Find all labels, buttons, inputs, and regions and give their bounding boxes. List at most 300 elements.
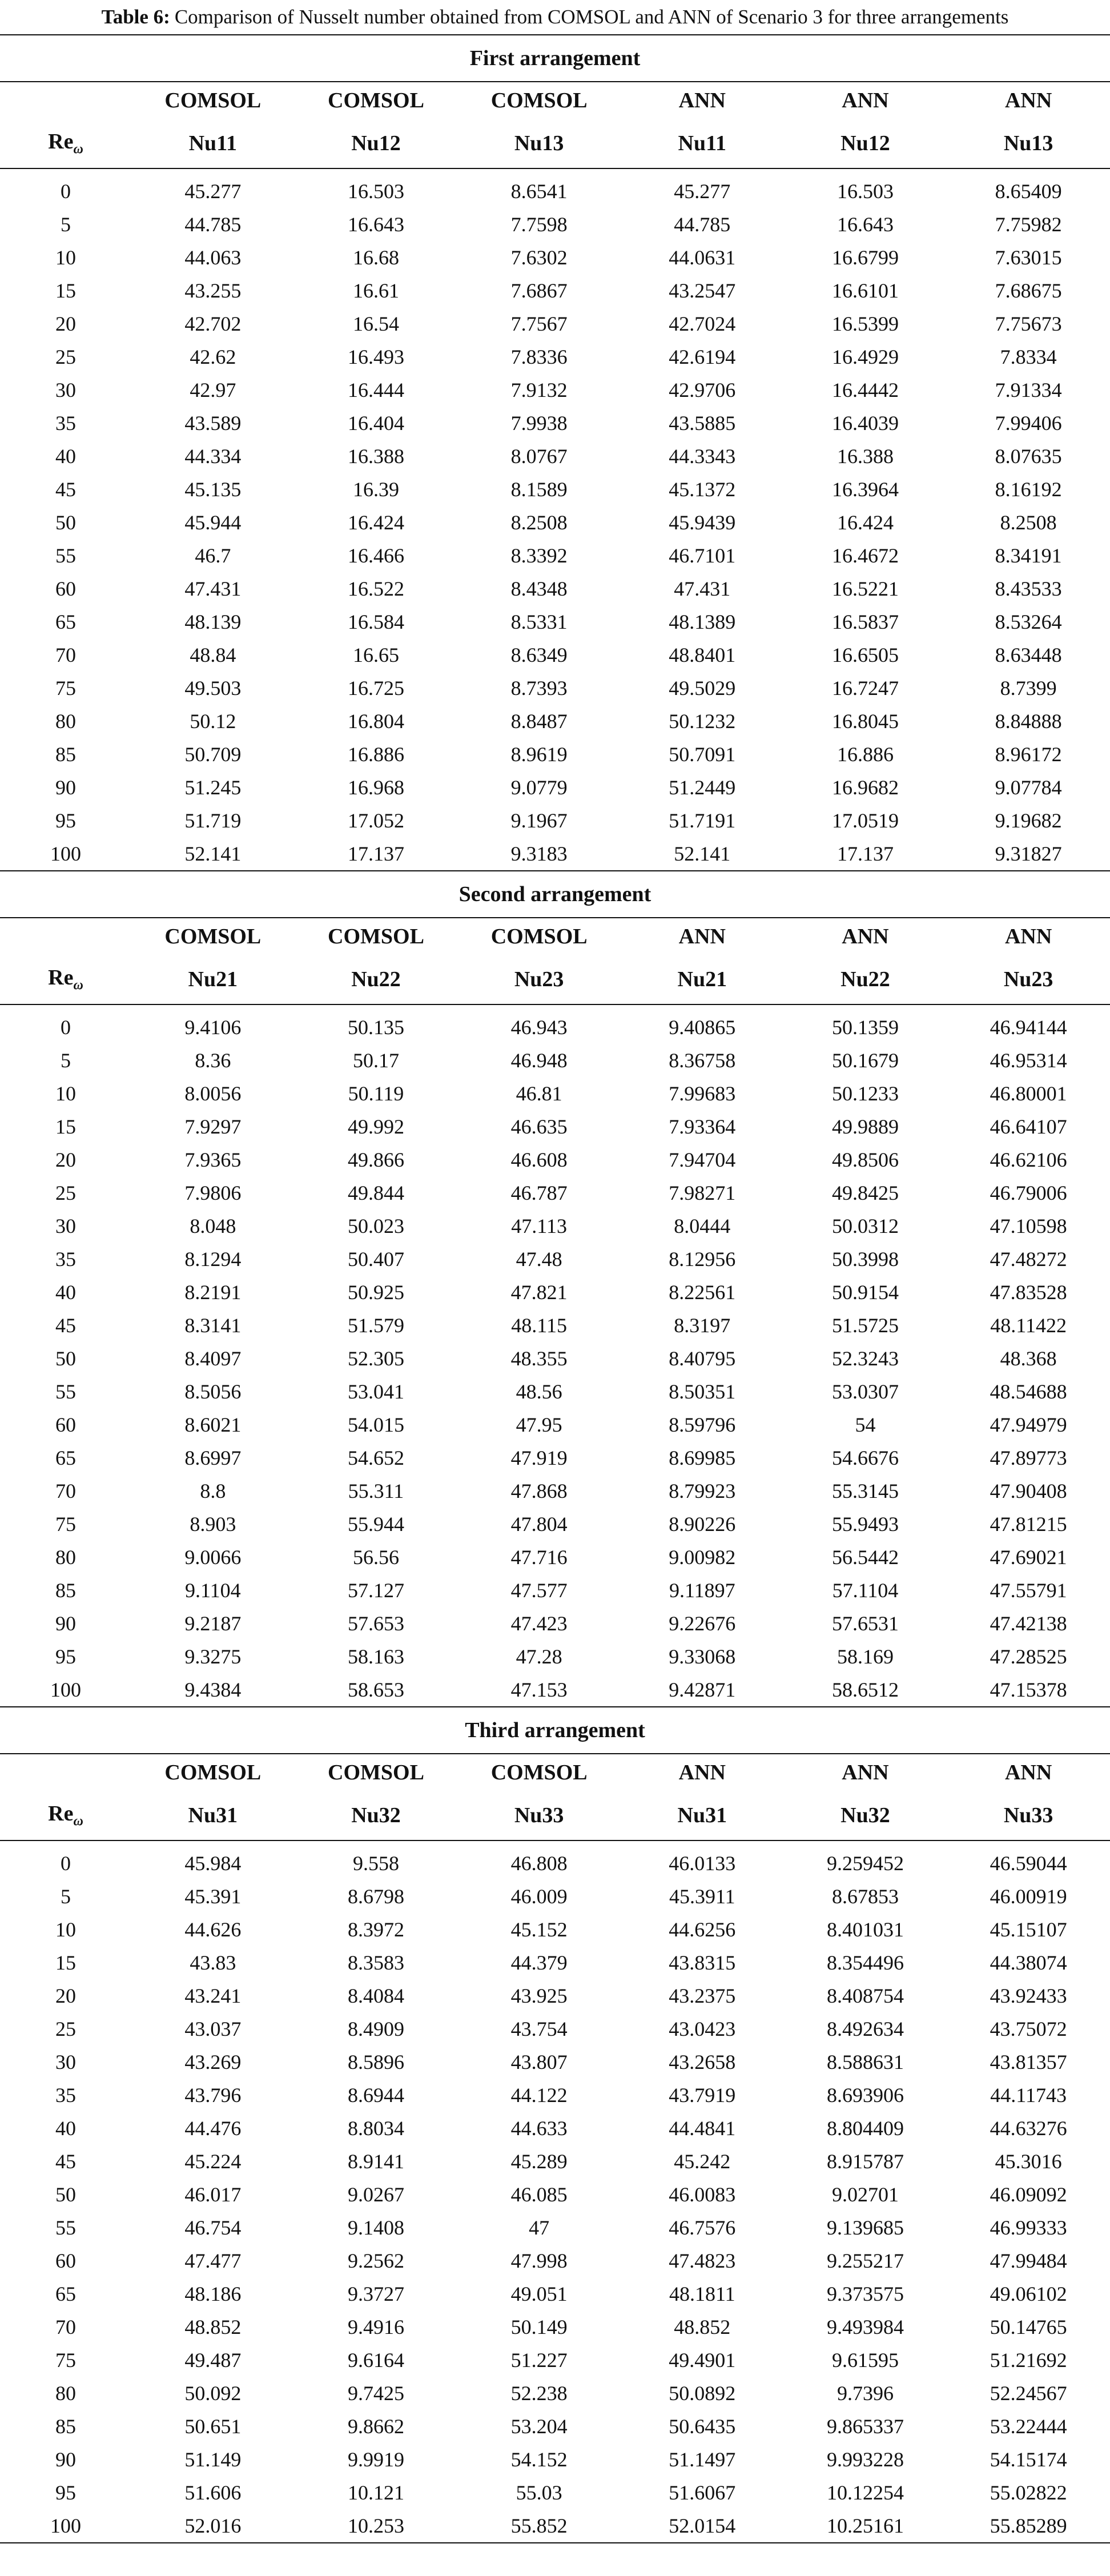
- nu-value-cell: 53.22444: [990, 2415, 1067, 2438]
- re-value-cell: 35: [55, 2084, 76, 2107]
- re-value-cell: 65: [55, 610, 76, 633]
- method-header: ANN: [784, 1754, 947, 1791]
- column-header-row: [0, 955, 1110, 1004]
- nu-value-cell: 8.9619: [510, 743, 568, 766]
- nu-value-cell: 43.2658: [669, 2051, 736, 2073]
- method-header: ANN: [784, 82, 947, 119]
- nu-value-cell: 46.81: [516, 1082, 562, 1105]
- nu-value-cell: 8.2508: [510, 511, 568, 534]
- nu-value-cell: 45.135: [184, 478, 242, 501]
- method-header: ANN: [947, 918, 1110, 955]
- nu-value-cell: 7.94704: [669, 1148, 736, 1171]
- table-row: [0, 1474, 1110, 1508]
- nu-value-cell: 54.152: [510, 2448, 568, 2471]
- nu-value-cell: 46.787: [510, 1181, 568, 1204]
- column-header: Nu11: [131, 119, 295, 168]
- nu-value-cell: 45.152: [510, 1918, 568, 1941]
- nu-value-cell: 43.255: [184, 279, 242, 302]
- nu-value-cell: 16.968: [347, 776, 404, 799]
- nu-value-cell: 10.25161: [784, 2509, 947, 2543]
- nu-value-cell: 9.19682: [995, 809, 1062, 832]
- nu-value-cell: 46.94144: [990, 1016, 1067, 1039]
- nu-value-cell: 8.0056: [184, 1082, 242, 1105]
- re-value-cell: 50: [55, 1347, 76, 1370]
- re-value-cell: 25: [55, 2018, 76, 2040]
- nu-value-cell: 8.915787: [826, 2150, 904, 2173]
- nu-value-cell: 16.5399: [831, 312, 899, 335]
- method-header: COMSOL: [457, 1754, 621, 1791]
- nu-value-cell: 43.83: [190, 1951, 236, 1974]
- re-value-cell: 50: [55, 511, 76, 534]
- nu-value-cell: 43.807: [510, 2051, 568, 2073]
- nu-value-cell: 16.9682: [831, 776, 899, 799]
- nu-value-cell: 46.09092: [990, 2183, 1067, 2206]
- nu-value-cell: 46.943: [510, 1016, 568, 1039]
- column-header: Nu22: [784, 955, 947, 1004]
- re-value-cell: 85: [55, 743, 76, 766]
- nu-value-cell: 49.866: [347, 1148, 404, 1171]
- nu-value-cell: 43.269: [184, 2051, 242, 2073]
- nu-value-cell: 10.12254: [826, 2481, 904, 2504]
- nu-value-cell: 8.3197: [674, 1314, 731, 1337]
- nu-value-cell: 47.577: [510, 1579, 568, 1602]
- column-header: Nu12: [295, 119, 458, 168]
- nu-value-cell: 48.1389: [669, 610, 736, 633]
- nu-value-cell: 43.7919: [669, 2084, 736, 2107]
- nu-value-cell: 16.4039: [831, 412, 899, 435]
- table-row: [0, 1508, 1110, 1541]
- nu-value-cell: 9.1967: [510, 809, 568, 832]
- nu-value-cell: 7.75982: [995, 213, 1062, 236]
- nu-value-cell: 52.016: [131, 2509, 295, 2543]
- caption-label: Table 6:: [101, 6, 170, 28]
- nu-value-cell: 54: [855, 1413, 876, 1436]
- re-label: Re: [48, 1802, 74, 1826]
- nu-value-cell: 9.4916: [347, 2316, 404, 2338]
- re-value-cell: 75: [55, 677, 76, 700]
- nu-value-cell: 9.8662: [347, 2415, 404, 2438]
- nu-value-cell: 8.79923: [669, 1480, 736, 1502]
- nu-value-cell: 8.693906: [826, 2084, 904, 2107]
- nu-value-cell: 47.716: [510, 1546, 568, 1569]
- nu-value-cell: 54.6676: [831, 1446, 899, 1469]
- nu-value-cell: 56.56: [352, 1546, 399, 1569]
- table-row: [0, 2310, 1110, 2344]
- nu-value-cell: 48.852: [184, 2316, 242, 2338]
- nu-value-cell: 44.334: [184, 445, 242, 468]
- table-row: [0, 638, 1110, 672]
- nu-value-cell: 9.4384: [131, 1673, 295, 1707]
- nu-value-cell: 9.373575: [826, 2282, 904, 2305]
- nu-value-cell: 8.6349: [510, 644, 568, 666]
- nu-value-cell: 44.0631: [669, 246, 736, 269]
- nu-value-cell: 7.91334: [995, 379, 1062, 401]
- nu-value-cell: 43.8315: [669, 1951, 736, 1974]
- table-row: [0, 1011, 1110, 1044]
- nu-value-cell: 43.925: [510, 1984, 568, 2007]
- table-row: [0, 2211, 1110, 2244]
- nu-value-cell: 17.0519: [831, 809, 899, 832]
- table-row: [0, 2443, 1110, 2476]
- nu-value-cell: 47.804: [510, 1513, 568, 1536]
- nu-value-cell: 9.0066: [184, 1546, 242, 1569]
- nu-value-cell: 8.67853: [831, 1885, 899, 1908]
- re-value-cell: 5: [61, 1885, 71, 1908]
- nu-value-cell: 52.141: [131, 837, 295, 871]
- nu-value-cell: 42.6194: [669, 345, 736, 368]
- nu-value-cell: 47.99484: [990, 2249, 1067, 2272]
- nu-value-cell: 47.28: [516, 1645, 562, 1668]
- nu-value-cell: 8.6944: [347, 2084, 404, 2107]
- nu-value-cell: 9.61595: [831, 2349, 899, 2372]
- nu-value-cell: 9.259452: [826, 1852, 904, 1875]
- re-value-cell: 10: [55, 1918, 76, 1941]
- column-header: Nu32: [784, 1791, 947, 1840]
- column-header: Nu22: [295, 955, 458, 1004]
- nu-value-cell: 46.62106: [990, 1148, 1067, 1171]
- nu-value-cell: 7.9365: [184, 1148, 242, 1171]
- nu-value-cell: 47.423: [510, 1612, 568, 1635]
- nu-value-cell: 7.75673: [995, 312, 1062, 335]
- nu-value-cell: 45.984: [184, 1852, 242, 1875]
- method-header: COMSOL: [457, 918, 621, 955]
- nu-value-cell: 51.719: [184, 809, 242, 832]
- nu-value-cell: 54.15174: [990, 2448, 1067, 2471]
- nu-value-cell: 16.804: [347, 710, 404, 733]
- table-row: [0, 1847, 1110, 1880]
- table-row: [0, 2476, 1110, 2509]
- nu-value-cell: 16.7247: [831, 677, 899, 700]
- nu-value-cell: 42.702: [184, 312, 242, 335]
- nu-value-cell: 8.16192: [995, 478, 1062, 501]
- re-omega-header: [0, 955, 131, 1004]
- nu-value-cell: 8.34191: [995, 544, 1062, 567]
- re-value-cell: 55: [55, 2216, 76, 2239]
- nu-value-cell: 46.085: [510, 2183, 568, 2206]
- nu-value-cell: 7.7598: [510, 213, 568, 236]
- nu-value-cell: 51.227: [510, 2349, 568, 2372]
- table-row: [0, 1946, 1110, 1979]
- nu-value-cell: 50.1233: [831, 1082, 899, 1105]
- re-value-cell: 15: [55, 1115, 76, 1138]
- nu-value-cell: 7.99406: [995, 412, 1062, 435]
- nu-value-cell: 42.97: [190, 379, 236, 401]
- nu-value-cell: 44.6256: [669, 1918, 736, 1941]
- nu-value-cell: 16.886: [347, 743, 404, 766]
- nu-value-cell: 55.852: [457, 2509, 621, 2543]
- table-row: [0, 407, 1110, 440]
- nu-value-cell: 7.99683: [669, 1082, 736, 1105]
- re-value-cell: 15: [55, 279, 76, 302]
- nu-value-cell: 48.115: [511, 1314, 567, 1337]
- nu-value-cell: 8.6798: [347, 1885, 404, 1908]
- nu-value-cell: 46.608: [510, 1148, 568, 1171]
- nu-value-cell: 16.466: [347, 544, 404, 567]
- nu-value-cell: 51.2449: [669, 776, 736, 799]
- nu-value-cell: 16.8045: [831, 710, 899, 733]
- nu-value-cell: 53.041: [347, 1380, 404, 1403]
- nu-value-cell: 16.886: [836, 743, 894, 766]
- nu-value-cell: 46.7576: [669, 2216, 736, 2239]
- nu-value-cell: 50.1679: [831, 1049, 899, 1072]
- nu-value-cell: 16.388: [347, 445, 404, 468]
- table-row: [0, 1110, 1110, 1143]
- nu-value-cell: 53.204: [510, 2415, 568, 2438]
- re-value-cell: 60: [55, 2249, 76, 2272]
- re-value-cell: 70: [55, 644, 76, 666]
- nu-value-cell: 52.238: [510, 2382, 568, 2405]
- nu-value-cell: 7.8334: [1000, 345, 1057, 368]
- nu-value-cell: 9.9919: [347, 2448, 404, 2471]
- table-row: [0, 1441, 1110, 1474]
- nu-value-cell: 16.444: [347, 379, 404, 401]
- nu-value-cell: 47.10598: [990, 1215, 1067, 1237]
- nu-value-cell: 45.242: [674, 2150, 731, 2173]
- nu-value-cell: 7.93364: [669, 1115, 736, 1138]
- nu-value-cell: 8.90226: [669, 1513, 736, 1536]
- re-value-cell: 15: [55, 1951, 76, 1974]
- nu-value-cell: 55.02822: [990, 2481, 1067, 2504]
- nu-value-cell: 7.9297: [184, 1115, 242, 1138]
- omega-subscript: ω: [73, 142, 83, 157]
- nu-value-cell: 8.4097: [184, 1347, 242, 1370]
- table-row: [0, 2377, 1110, 2410]
- nu-value-cell: 46.017: [184, 2183, 242, 2206]
- method-header: COMSOL: [295, 918, 458, 955]
- nu-value-cell: 8.7393: [510, 677, 568, 700]
- nu-value-cell: 16.643: [836, 213, 894, 236]
- nu-value-cell: 9.6164: [347, 2349, 404, 2372]
- nu-value-cell: 47.4823: [669, 2249, 736, 2272]
- nu-value-cell: 47.153: [457, 1673, 621, 1707]
- re-value-cell: 25: [55, 1181, 76, 1204]
- nu-value-cell: 46.0133: [669, 1852, 736, 1875]
- nu-value-cell: 10.121: [347, 2481, 404, 2504]
- re-value-cell: 45: [55, 2150, 76, 2173]
- nu-value-cell: 16.424: [347, 511, 404, 534]
- table-row: [0, 1640, 1110, 1673]
- nu-value-cell: 50.17: [352, 1049, 399, 1072]
- section-title: First arrangement: [0, 35, 1110, 82]
- nu-value-cell: 48.84: [190, 644, 236, 666]
- nu-value-cell: 16.388: [836, 445, 894, 468]
- nu-value-cell: 8.84888: [995, 710, 1062, 733]
- column-header: Nu31: [621, 1791, 784, 1840]
- nu-value-cell: 52.141: [621, 837, 784, 871]
- nu-value-cell: 47.431: [674, 577, 731, 600]
- nu-value-cell: 42.7024: [669, 312, 736, 335]
- nu-value-cell: 8.048: [190, 1215, 236, 1237]
- re-value-cell: 90: [55, 776, 76, 799]
- nu-value-cell: 44.3343: [669, 445, 736, 468]
- table-body: [0, 35, 1110, 2543]
- re-value-cell: 55: [55, 544, 76, 567]
- table-row: [0, 605, 1110, 638]
- nu-value-cell: 51.6067: [669, 2481, 736, 2504]
- nu-value-cell: 42.9706: [669, 379, 736, 401]
- nu-value-cell: 50.023: [347, 1215, 404, 1237]
- nu-value-cell: 9.865337: [826, 2415, 904, 2438]
- nu-value-cell: 8.69985: [669, 1446, 736, 1469]
- re-value-cell: 5: [61, 1049, 71, 1072]
- table-row: [0, 1044, 1110, 1077]
- nu-value-cell: 16.6799: [831, 246, 899, 269]
- nu-value-cell: 8.6021: [184, 1413, 242, 1436]
- column-header: Nu32: [295, 1791, 458, 1840]
- table-row: [0, 705, 1110, 738]
- re-omega-header: [0, 119, 131, 168]
- nu-value-cell: 9.07784: [995, 776, 1062, 799]
- nu-value-cell: 8.0444: [674, 1215, 731, 1237]
- nu-value-cell: 9.11897: [669, 1579, 735, 1602]
- table-row: [0, 2045, 1110, 2079]
- spacer-row: [0, 1840, 1110, 1847]
- table-row: [0, 2145, 1110, 2178]
- nu-value-cell: 8.1294: [184, 1248, 242, 1271]
- nu-value-cell: 8.1589: [510, 478, 568, 501]
- nu-value-cell: 55.3145: [831, 1480, 899, 1502]
- nu-value-cell: 8.2191: [184, 1281, 242, 1304]
- nu-value-cell: 9.1408: [347, 2216, 404, 2239]
- nu-value-cell: 45.277: [674, 180, 731, 203]
- nu-value-cell: 8.43533: [995, 577, 1062, 600]
- nu-value-cell: 47.821: [510, 1281, 568, 1304]
- table-row: [0, 1176, 1110, 1209]
- spacer-row: [0, 168, 1110, 175]
- nu-value-cell: 46.635: [510, 1115, 568, 1138]
- method-header: ANN: [784, 918, 947, 955]
- nu-value-cell: 50.149: [510, 2316, 568, 2338]
- nu-value-cell: 16.404: [347, 412, 404, 435]
- method-header: COMSOL: [131, 918, 295, 955]
- nu-value-cell: 16.493: [347, 345, 404, 368]
- method-header: ANN: [947, 1754, 1110, 1791]
- nu-value-cell: 8.50351: [669, 1380, 736, 1403]
- nu-value-cell: 48.852: [674, 2316, 731, 2338]
- nu-value-cell: 8.96172: [995, 743, 1062, 766]
- nu-value-cell: 50.1232: [669, 710, 736, 733]
- method-header-empty: [0, 1754, 131, 1791]
- nu-value-cell: 8.903: [190, 1513, 236, 1536]
- re-value-cell: 95: [55, 809, 76, 832]
- nu-value-cell: 10.253: [295, 2509, 458, 2543]
- re-value-cell: 90: [55, 1612, 76, 1635]
- spacer-row: [0, 1004, 1110, 1011]
- nu-value-cell: 9.7425: [347, 2382, 404, 2405]
- nu-value-cell: 8.354496: [826, 1951, 904, 1974]
- column-header: Nu12: [784, 119, 947, 168]
- nu-value-cell: 44.122: [510, 2084, 568, 2107]
- table-row: [0, 771, 1110, 804]
- nu-value-cell: 7.6302: [510, 246, 568, 269]
- re-value-cell: 0: [61, 1016, 71, 1039]
- section-title-row: [0, 871, 1110, 918]
- re-value-cell: 45: [55, 478, 76, 501]
- nu-value-cell: 9.3275: [184, 1645, 242, 1668]
- method-header-row: [0, 1754, 1110, 1791]
- nu-value-cell: 47.868: [510, 1480, 568, 1502]
- nu-value-cell: 43.0423: [669, 2018, 736, 2040]
- nu-value-cell: 8.6541: [510, 180, 568, 203]
- nu-value-cell: 8.3141: [184, 1314, 242, 1337]
- re-value-cell: 25: [55, 345, 76, 368]
- nu-value-cell: 43.754: [510, 2018, 568, 2040]
- nusselt-comparison-table: [0, 34, 1110, 2543]
- nu-value-cell: 46.7101: [669, 544, 736, 567]
- re-value-cell: 100: [0, 2509, 131, 2543]
- table-row: [0, 738, 1110, 771]
- nu-value-cell: 43.589: [184, 412, 242, 435]
- nu-value-cell: 45.9439: [669, 511, 736, 534]
- nu-value-cell: 50.407: [347, 1248, 404, 1271]
- nu-value-cell: 16.6101: [831, 279, 899, 302]
- re-label: Re: [48, 966, 74, 990]
- table-row: [0, 572, 1110, 605]
- table-row: [0, 241, 1110, 274]
- nu-value-cell: 50.0892: [669, 2382, 736, 2405]
- nu-value-cell: 45.289: [510, 2150, 568, 2173]
- nu-value-cell: 7.9806: [184, 1181, 242, 1204]
- nu-value-cell: 9.993228: [826, 2448, 904, 2471]
- re-value-cell: 85: [55, 2415, 76, 2438]
- nu-value-cell: 8.3392: [510, 544, 568, 567]
- table-row: [0, 506, 1110, 539]
- nu-value-cell: 45.224: [184, 2150, 242, 2173]
- nu-value-cell: 43.5885: [669, 412, 736, 435]
- table-row: [0, 1243, 1110, 1276]
- nu-value-cell: 8.4348: [510, 577, 568, 600]
- re-value-cell: 30: [55, 1215, 76, 1237]
- method-header: ANN: [621, 918, 784, 955]
- method-header: COMSOL: [131, 82, 295, 119]
- nu-value-cell: 8.408754: [826, 1984, 904, 2007]
- nu-value-cell: 47.919: [510, 1446, 568, 1469]
- nu-value-cell: 48.11422: [990, 1314, 1067, 1337]
- method-header: COMSOL: [295, 1754, 458, 1791]
- table-row: [0, 208, 1110, 241]
- nu-value-cell: 8.8034: [347, 2117, 404, 2140]
- table-row: [0, 539, 1110, 572]
- nu-value-cell: 58.6512: [784, 1673, 947, 1707]
- nu-value-cell: 9.7396: [836, 2382, 894, 2405]
- nu-value-cell: 50.6435: [669, 2415, 736, 2438]
- nu-value-cell: 8.0767: [510, 445, 568, 468]
- nu-value-cell: 8.5896: [347, 2051, 404, 2073]
- method-header: ANN: [621, 1754, 784, 1791]
- nu-value-cell: 56.5442: [831, 1546, 899, 1569]
- column-header: Nu33: [457, 1791, 621, 1840]
- nu-value-cell: 46.0083: [669, 2183, 736, 2206]
- nu-value-cell: 47.81215: [990, 1513, 1067, 1536]
- nu-value-cell: 44.63276: [990, 2117, 1067, 2140]
- nu-value-cell: 47.15378: [947, 1673, 1110, 1707]
- nu-value-cell: 44.063: [184, 246, 242, 269]
- column-header: Nu31: [131, 1791, 295, 1840]
- nu-value-cell: 48.139: [184, 610, 242, 633]
- nu-value-cell: 49.503: [184, 677, 242, 700]
- re-value-cell: 35: [55, 412, 76, 435]
- nu-value-cell: 58.169: [836, 1645, 894, 1668]
- nu-value-cell: 16.39: [352, 478, 399, 501]
- re-value-cell: 70: [55, 2316, 76, 2338]
- nu-value-cell: 51.579: [347, 1314, 404, 1337]
- nu-value-cell: 51.606: [184, 2481, 242, 2504]
- nu-value-cell: 9.22676: [669, 1612, 736, 1635]
- nu-value-cell: 16.5221: [831, 577, 899, 600]
- nu-value-cell: 9.42871: [621, 1673, 784, 1707]
- nu-value-cell: 44.11743: [990, 2084, 1067, 2107]
- nu-value-cell: 16.4442: [831, 379, 899, 401]
